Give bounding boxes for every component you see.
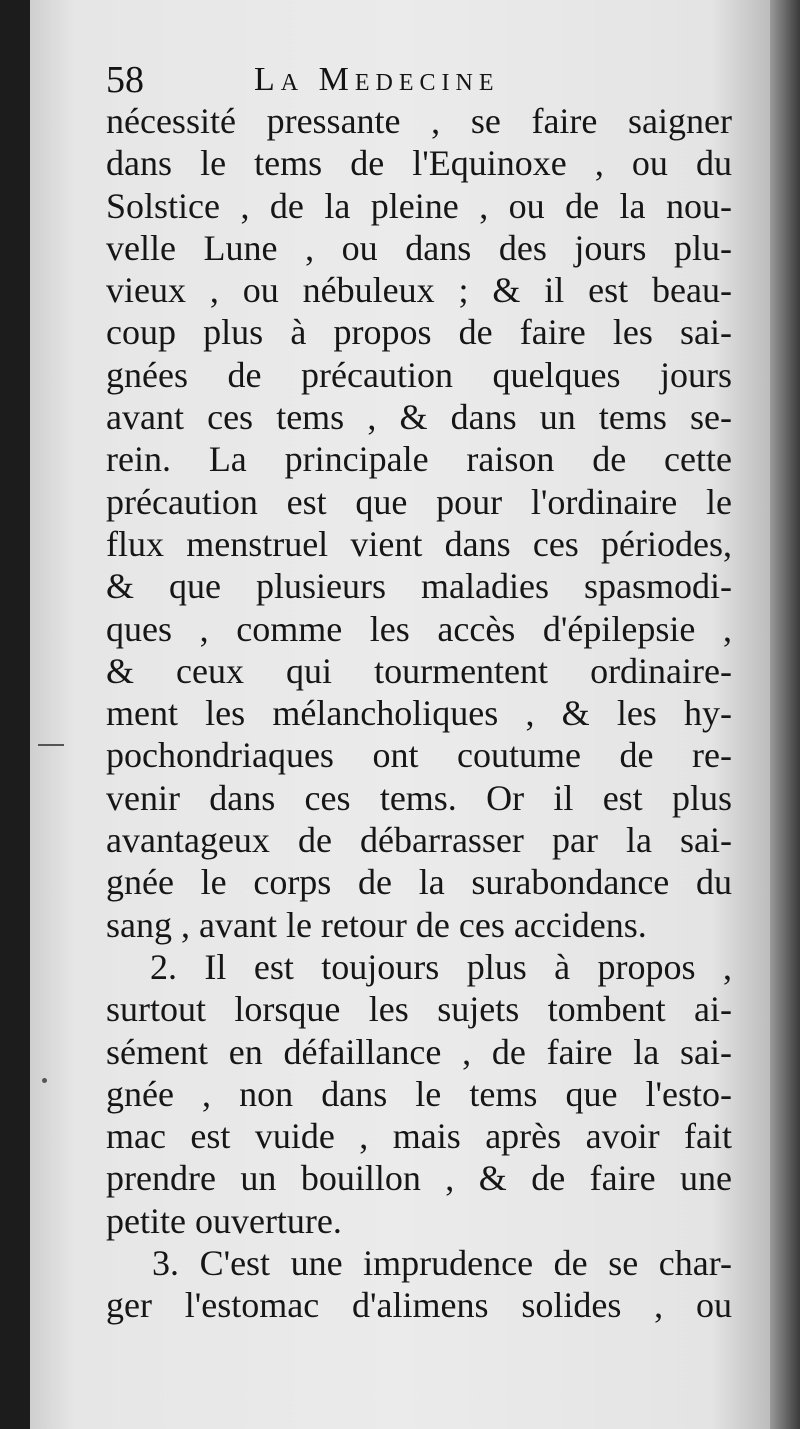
text-line: vieux , ou nébuleux ; & il est beau- — [106, 270, 732, 311]
body-text — [106, 100, 732, 1327]
text-line: ques , comme les accès d'épilepsie , — [106, 608, 732, 649]
text-line: sément en défaillance , de faire la sai- — [106, 1031, 732, 1072]
text-line: Solstice , de la pleine , ou de la nou- — [106, 185, 732, 226]
text-line: coup plus à propos de faire les sai- — [106, 312, 732, 353]
text-line: précaution est que pour l'ordinaire le — [106, 481, 732, 522]
text-line: velle Lune , ou dans des jours plu- — [106, 227, 732, 268]
page-edge-shadow — [770, 0, 800, 1429]
text-line: mac est vuide , mais après avoir fait — [106, 1116, 732, 1157]
text-line: petite ouverture. — [106, 1200, 342, 1241]
text-line: ger l'estomac d'alimens solides , ou — [106, 1285, 732, 1326]
text-line: 2. Il est toujours plus à propos , — [150, 946, 732, 987]
text-line: gnée , non dans le tems que l'esto- — [106, 1073, 732, 1114]
margin-mark — [38, 744, 64, 746]
margin-dot — [42, 1078, 47, 1083]
text-line: avant ces tems , & dans un tems se- — [106, 397, 732, 438]
page-header — [106, 60, 726, 100]
text-line: flux menstruel vient dans ces périodes, — [106, 523, 732, 564]
text-line: gnée le corps de la surabondance du — [106, 862, 732, 903]
page-number: 58 — [106, 59, 144, 101]
text-line: 3. C'est une imprudence de se char- — [152, 1243, 732, 1284]
text-line: gnées de précaution quelques jours — [106, 354, 732, 395]
text-line: venir dans ces tems. Or il est plus — [106, 777, 732, 818]
text-line: prendre un bouillon , & de faire une — [106, 1158, 732, 1199]
text-line: nécessité pressante , se faire saigner — [106, 101, 732, 141]
text-line: dans le tems de l'Equinoxe , ou du — [106, 143, 732, 184]
text-line: sang , avant le retour de ces accidens. — [106, 904, 647, 945]
text-line: & ceux qui tourmentent ordinaire- — [106, 650, 732, 691]
running-head: La Medecine — [254, 61, 500, 98]
text-line: avantageux de débarrasser par la sai- — [106, 820, 732, 861]
text-line: surtout lorsque les sujets tombent ai- — [106, 989, 732, 1030]
text-line: rein. La principale raison de cette — [106, 439, 732, 480]
text-line: pochondriaques ont coutume de re- — [106, 735, 732, 776]
text-line: ment les mélancholiques , & les hy- — [106, 693, 732, 734]
text-line: & que plusieurs maladies spasmodi- — [106, 566, 732, 607]
